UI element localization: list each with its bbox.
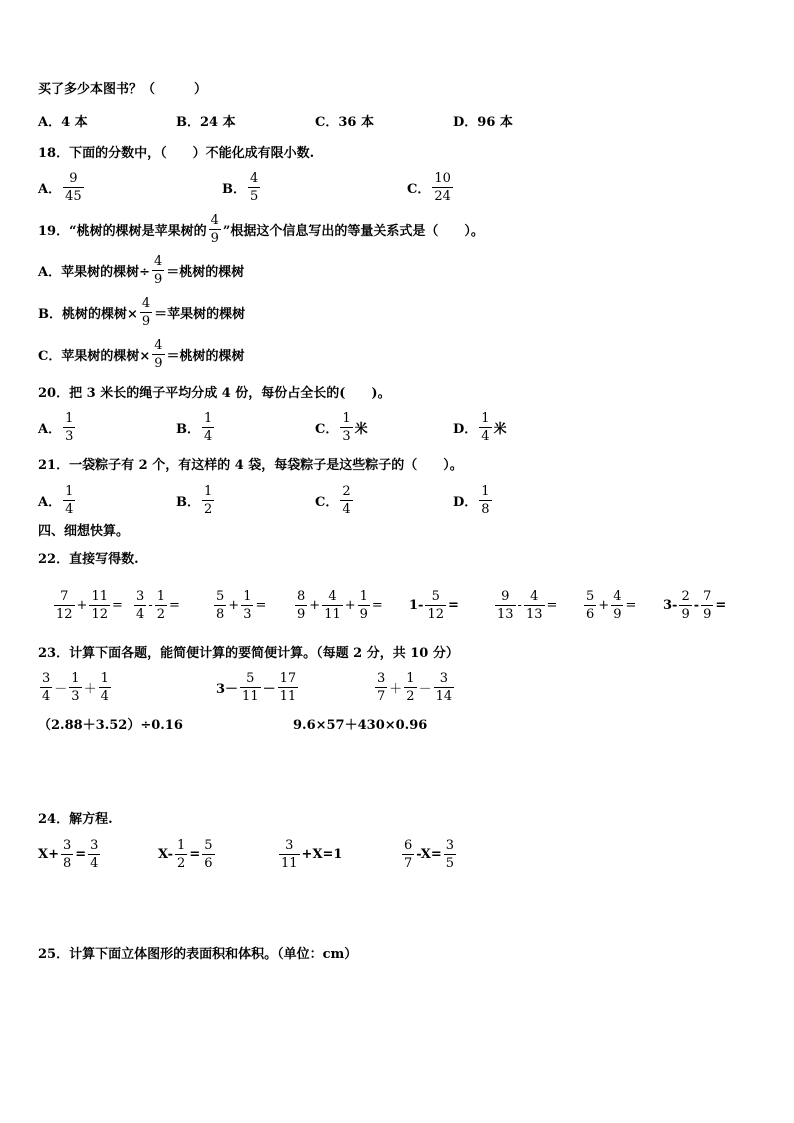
q18-option-a <box>38 171 86 204</box>
fraction: $\frac{3}{11}$ <box>281 838 298 871</box>
fraction: $\frac{7}{12}$ <box>56 589 73 622</box>
fraction: $\frac{10}{24}$ <box>434 171 451 204</box>
q22-item-2: $\frac{3}{4}$ - $\frac{1}{2}$ = <box>136 589 180 622</box>
fraction: $\frac{5}{11}$ <box>242 671 259 704</box>
fraction: $\frac{3}{14}$ <box>435 671 453 704</box>
fraction: $\frac{1}{4}$ <box>481 411 490 444</box>
q24-eq-3: $\frac{3}{11}$ +X=1 <box>281 838 343 871</box>
fraction: $\frac{9}{45}$ <box>65 171 82 204</box>
fraction: $\frac{2}{9}$ <box>681 589 690 622</box>
q22-stem: 22．直接写得数. <box>38 552 139 567</box>
fraction: $\frac{1}{3}$ <box>243 589 252 622</box>
option-label: B． <box>222 182 246 197</box>
q18-option-b <box>222 171 262 204</box>
q23-stem: 23．计算下面各题，能简便计算的要简便计算。（每题 2 分，共 10 分） <box>38 646 459 661</box>
q20-option-d: D． $\frac{1}{4}$ 米 <box>453 411 507 444</box>
fraction: $\frac{11}{12}$ <box>91 589 108 622</box>
q17-option-c: C．36 本 <box>315 115 374 130</box>
fraction: $\frac{3}{7}$ <box>377 671 386 704</box>
fraction: $\frac{5}{8}$ <box>216 589 225 622</box>
fraction: $\frac{4}{11}$ <box>324 589 341 622</box>
q19-option-b: B．桃树的棵树× $\frac{4}{9}$ ＝苹果树的棵树 <box>38 296 246 329</box>
fraction: $\frac{17}{11}$ <box>279 671 297 704</box>
q21-option-a: A． $\frac{1}{4}$ <box>38 484 74 517</box>
q22-item-7: $\frac{5}{6}$ + $\frac{4}{9}$ = <box>586 589 637 622</box>
fraction: $\frac{1}{2}$ <box>156 589 165 622</box>
fraction: $\frac{5}{6}$ <box>586 589 595 622</box>
q23-expr-4: （2.88＋3.52）÷0.16 <box>38 718 183 733</box>
q22-item-8: 3- $\frac{2}{9}$ - $\frac{7}{9}$ = <box>663 589 727 622</box>
fraction: $\frac{4}{9}$ <box>153 254 163 287</box>
fraction: $\frac{4}{13}$ <box>525 589 543 622</box>
fraction: $\frac{5}{12}$ <box>427 589 444 622</box>
q22-item-5: 1- $\frac{5}{12}$ = <box>409 589 459 622</box>
q20-stem: 20．把 3 米长的绳子平均分成 4 份，每份占全长的( )。 <box>38 386 391 401</box>
fraction: $\frac{1}{2}$ <box>406 671 415 704</box>
q22-item-6: $\frac{9}{13}$ - $\frac{4}{13}$ = <box>497 589 558 622</box>
q21-option-c: C． $\frac{2}{4}$ <box>315 484 351 517</box>
fraction: $\frac{4}{9}$ <box>210 213 219 246</box>
q24-eq-4: $\frac{6}{7}$ -X= $\frac{3}{5}$ <box>404 838 454 871</box>
q20-option-a: A． $\frac{1}{3}$ <box>38 411 74 444</box>
fraction: $\frac{1}{3}$ <box>65 411 74 444</box>
section-heading: 四、细想快算。 <box>38 524 130 539</box>
fraction: $\frac{7}{9}$ <box>703 589 712 622</box>
fraction: $\frac{3}{4}$ <box>90 838 99 871</box>
fraction: $\frac{1}{4}$ <box>100 671 109 704</box>
fraction: $\frac{1}{9}$ <box>359 589 368 622</box>
fraction: $\frac{2}{4}$ <box>342 484 351 517</box>
q17-option-b: B．24 本 <box>176 115 236 130</box>
fraction: $\frac{1}{2}$ <box>177 838 186 871</box>
fraction: $\frac{4}{9}$ <box>613 589 622 622</box>
q24-eq-2: X- $\frac{1}{2}$ = $\frac{5}{6}$ <box>158 838 213 871</box>
q21-option-d: D． $\frac{1}{8}$ <box>453 484 490 517</box>
q22-item-4: $\frac{8}{9}$ + $\frac{4}{11}$ + $\frac{1}{9}$ = <box>297 589 383 622</box>
q17-tail: 买了多少本图书？（ ） <box>38 82 208 97</box>
q19-option-c: C．苹果树的棵树× $\frac{4}{9}$ ＝桃树的棵树 <box>38 338 245 371</box>
q19-option-a: A．苹果树的棵树÷ $\frac{4}{9}$ ＝桃树的棵树 <box>38 254 245 287</box>
q19-stem: 19．“桃树的棵树是苹果树的 $\frac{4}{9}$ ”根据这个信息写出的等量关系式是（ ）。 <box>38 213 484 246</box>
q24-stem: 24．解方程. <box>38 812 113 827</box>
fraction: $\frac{4}{9}$ <box>141 296 151 329</box>
fraction: $\frac{9}{13}$ <box>497 589 514 622</box>
fraction: $\frac{1}{3}$ <box>71 671 80 704</box>
q25-stem: 25．计算下面立体图形的表面积和体积。（单位：cm） <box>38 947 358 962</box>
fraction: $\frac{1}{3}$ <box>342 411 351 444</box>
fraction: $\frac{3}{4}$ <box>42 671 51 704</box>
option-label: A． <box>38 182 62 197</box>
fraction: $\frac{6}{7}$ <box>404 838 413 871</box>
q20-option-b: B． $\frac{1}{4}$ <box>176 411 213 444</box>
q23-expr-1: $\frac{3}{4}$ － $\frac{1}{3}$ ＋ $\frac{1}{4}$ <box>42 671 109 704</box>
fraction: $\frac{4}{9}$ <box>154 338 163 371</box>
q17-option-a: A．4 本 <box>38 115 88 130</box>
fraction: $\frac{1}{4}$ <box>204 411 213 444</box>
fraction: $\frac{1}{2}$ <box>204 484 213 517</box>
option-label: C． <box>407 182 431 197</box>
fraction: $\frac{5}{6}$ <box>204 838 213 871</box>
fraction: $\frac{8}{9}$ <box>297 589 306 622</box>
q20-option-c: C． $\frac{1}{3}$ 米 <box>315 411 368 444</box>
fraction: $\frac{3}{4}$ <box>136 589 145 622</box>
q18-stem: 18．下面的分数中，（ ）不能化成有限小数. <box>38 146 315 161</box>
fraction: $\frac{3}{8}$ <box>62 838 72 871</box>
fraction: $\frac{1}{4}$ <box>65 484 74 517</box>
q21-stem: 21．一袋粽子有 2 个，有这样的 4 袋，每袋粽子是这些粽子的（ ）。 <box>38 458 463 473</box>
q22-item-1: $\frac{7}{12}$ + $\frac{11}{12}$ = <box>56 589 123 622</box>
q23-expr-5: 9.6×57＋430×0.96 <box>293 718 428 733</box>
q23-expr-2: 3－ $\frac{5}{11}$ － $\frac{17}{11}$ <box>216 671 297 704</box>
fraction: $\frac{3}{5}$ <box>445 838 454 871</box>
q17-option-d: D．96 本 <box>453 115 513 130</box>
q23-expr-3: $\frac{3}{7}$ ＋ $\frac{1}{2}$ － $\frac{3}{14}$ <box>377 671 453 704</box>
fraction: $\frac{1}{8}$ <box>481 484 490 517</box>
q22-item-3: $\frac{5}{8}$ + $\frac{1}{3}$ = <box>216 589 267 622</box>
q24-eq-1: X+ $\frac{3}{8}$ = $\frac{3}{4}$ <box>38 838 99 871</box>
q21-option-b: B． $\frac{1}{2}$ <box>176 484 213 517</box>
q18-option-c <box>407 171 455 204</box>
fraction: $\frac{4}{5}$ <box>250 171 259 204</box>
